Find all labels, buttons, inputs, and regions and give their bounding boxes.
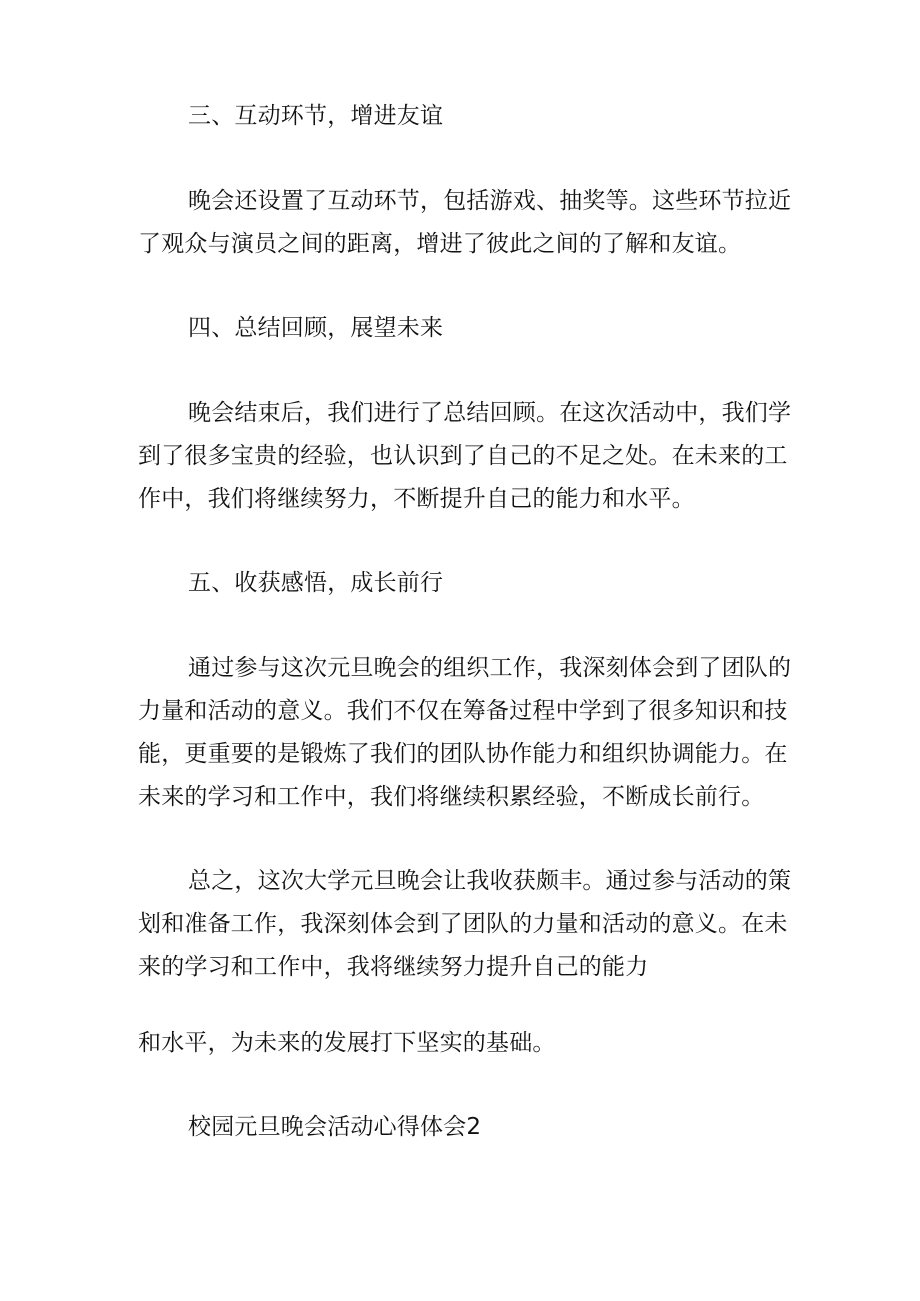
section-heading-harvest: 五、收获感悟，成长前行	[188, 570, 444, 596]
paragraph-line: 来的学习和工作中，我将继续努力提升自己的能力	[138, 954, 649, 980]
paragraph-line: 晚会还设置了互动环节，包括游戏、抽奖等。这些环节拉近	[188, 188, 792, 214]
paragraph-line: 能，更重要的是锻炼了我们的团队协作能力和组织协调能力。在	[138, 741, 788, 767]
paragraph-line: 力量和活动的意义。我们不仅在筹备过程中学到了很多知识和技	[138, 698, 788, 724]
paragraph-line: 通过参与这次元旦晚会的组织工作，我深刻体会到了团队的	[188, 655, 792, 681]
section-heading-interaction: 三、互动环节，增进友谊	[188, 103, 444, 129]
paragraph-line: 作中，我们将继续努力，不断提升自己的能力和水平。	[138, 486, 695, 512]
paragraph-line: 到了很多宝贵的经验，也认识到了自己的不足之处。在未来的工	[138, 443, 788, 469]
paragraph-line: 划和准备工作，我深刻体会到了团队的力量和活动的意义。在未	[138, 911, 788, 937]
article-title: 校园元旦晚会活动心得体会2	[188, 1114, 482, 1140]
paragraph-line: 未来的学习和工作中，我们将继续积累经验，不断成长前行。	[138, 784, 765, 810]
paragraph-line: 总之，这次大学元旦晚会让我收获颇丰。通过参与活动的策	[188, 868, 792, 894]
paragraph-line: 晚会结束后，我们进行了总结回顾。在这次活动中，我们学	[188, 400, 792, 426]
section-heading-review: 四、总结回顾，展望未来	[188, 315, 444, 341]
paragraph-line: 了观众与演员之间的距离，增进了彼此之间的了解和友谊。	[138, 231, 742, 257]
paragraph-line: 和水平，为未来的发展打下坚实的基础。	[138, 1030, 556, 1056]
